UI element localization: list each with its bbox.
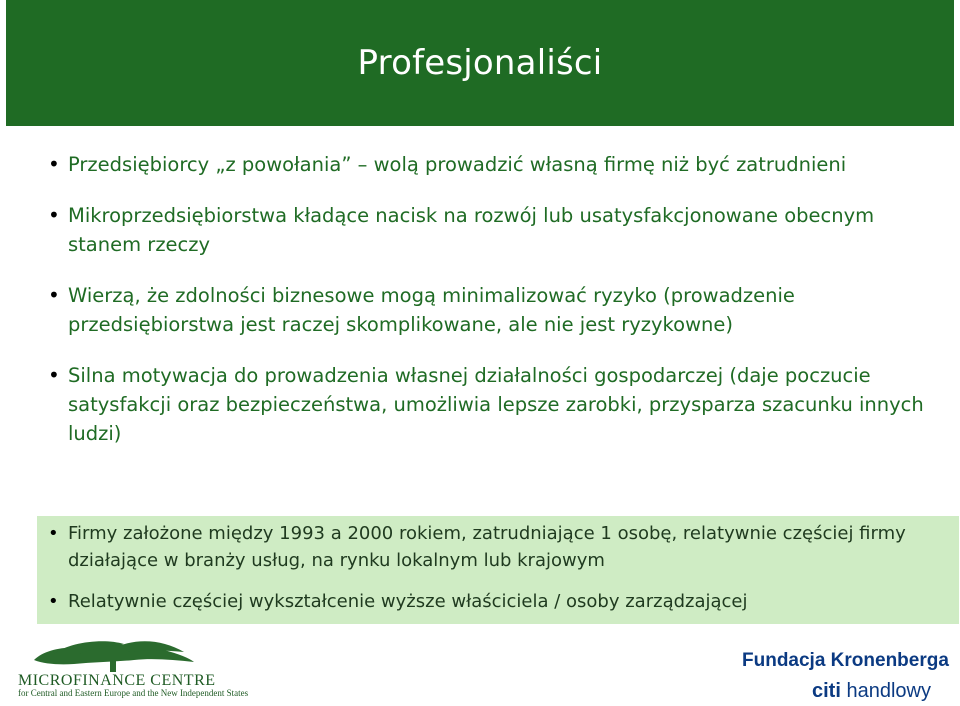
microfinance-centre-name: MICROFINANCE CENTRE xyxy=(18,672,216,689)
fundacja-kronenberga-logo: Fundacja Kronenberga xyxy=(742,650,949,671)
microfinance-centre-subtitle: for Central and Eastern Europe and the New Independent States xyxy=(18,688,249,698)
bullet-list xyxy=(44,150,924,470)
slide-title: Profesjonaliści xyxy=(357,43,603,83)
bullet-item xyxy=(44,201,924,259)
highlight-text: Relatywnie częściej wykształcenie wyższe właściciela / osoby zarządzającej xyxy=(68,591,748,612)
title-bar xyxy=(6,0,954,126)
bullet-text: • Mikroprzedsiębiorstwa kładące nacisk na rozwój lub usatysfakcjonowane obecnym stanem rzeczy xyxy=(68,204,875,256)
bullet-item xyxy=(44,361,924,448)
highlight-text: Firmy założone między 1993 a 2000 rokiem, zatrudniające 1 osobę, relatywnie częściej firmy działające w branży usług, na rynku lokalnym lub krajowym xyxy=(68,523,906,571)
citi-wordmark: citi xyxy=(812,680,841,702)
bullet-item xyxy=(44,150,924,179)
citi-handlowy-logo xyxy=(812,680,931,703)
bullet-text: • Silna motywacja do prowadzenia własnej działalności gospodarczej (daje poczucie satysfakcji oraz bezpieczeństwa, umożliwia lepsze zarobki, przysparza szacunku innych ludzi) xyxy=(68,364,924,445)
highlight-item xyxy=(44,588,954,615)
bullet-text: • Wierzą, że zdolności biznesowe mogą minimalizować ryzyko (prowadzenie przedsiębiorstwa jest raczej skomplikowane, ale nie jest ryzykowne) xyxy=(68,284,795,336)
bullet-item xyxy=(44,281,924,339)
bullet-text: • Przedsiębiorcy „z powołania” – wolą prowadzić własną firmę niż być zatrudnieni xyxy=(68,153,847,176)
highlight-item xyxy=(44,520,954,574)
handlowy-wordmark: handlowy xyxy=(846,680,931,702)
highlight-list xyxy=(44,520,954,629)
